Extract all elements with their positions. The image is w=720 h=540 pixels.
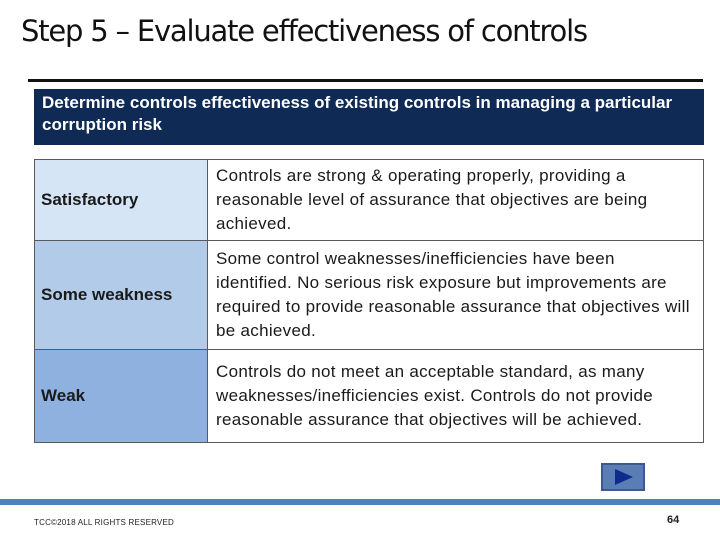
rating-label: Some weakness <box>35 241 208 350</box>
next-slide-button[interactable] <box>601 463 645 491</box>
table-row <box>35 160 704 241</box>
rating-description: Some control weaknesses/inefficiencies have been identified. No serious risk exposure but improvements are required to provide reasonable assurance that objectives will be achieved. <box>208 241 704 350</box>
controls-rating-table <box>34 159 704 443</box>
rating-label: Satisfactory <box>35 160 208 241</box>
table-row <box>35 350 704 443</box>
footer-bar <box>0 499 720 505</box>
page-number: 64 <box>667 514 680 526</box>
slide-title: Step 5 – Evaluate effectiveness of controls <box>21 14 587 48</box>
title-divider <box>28 79 703 82</box>
copyright-text: TCC©2018 ALL RIGHTS RESERVED <box>34 518 174 527</box>
rating-label: Weak <box>35 350 208 443</box>
instruction-banner: Determine controls effectiveness of existing controls in managing a particular corruption risk <box>34 89 704 145</box>
rating-description: Controls are strong & operating properly, providing a reasonable level of assurance that objectives are being achieved. <box>208 160 704 241</box>
rating-description: Controls do not meet an acceptable standard, as many weaknesses/inefficiencies exist. Controls do not provide reasonable assurance that objectives will be achieved. <box>208 350 704 443</box>
play-triangle-icon <box>611 468 635 486</box>
table-row <box>35 241 704 350</box>
